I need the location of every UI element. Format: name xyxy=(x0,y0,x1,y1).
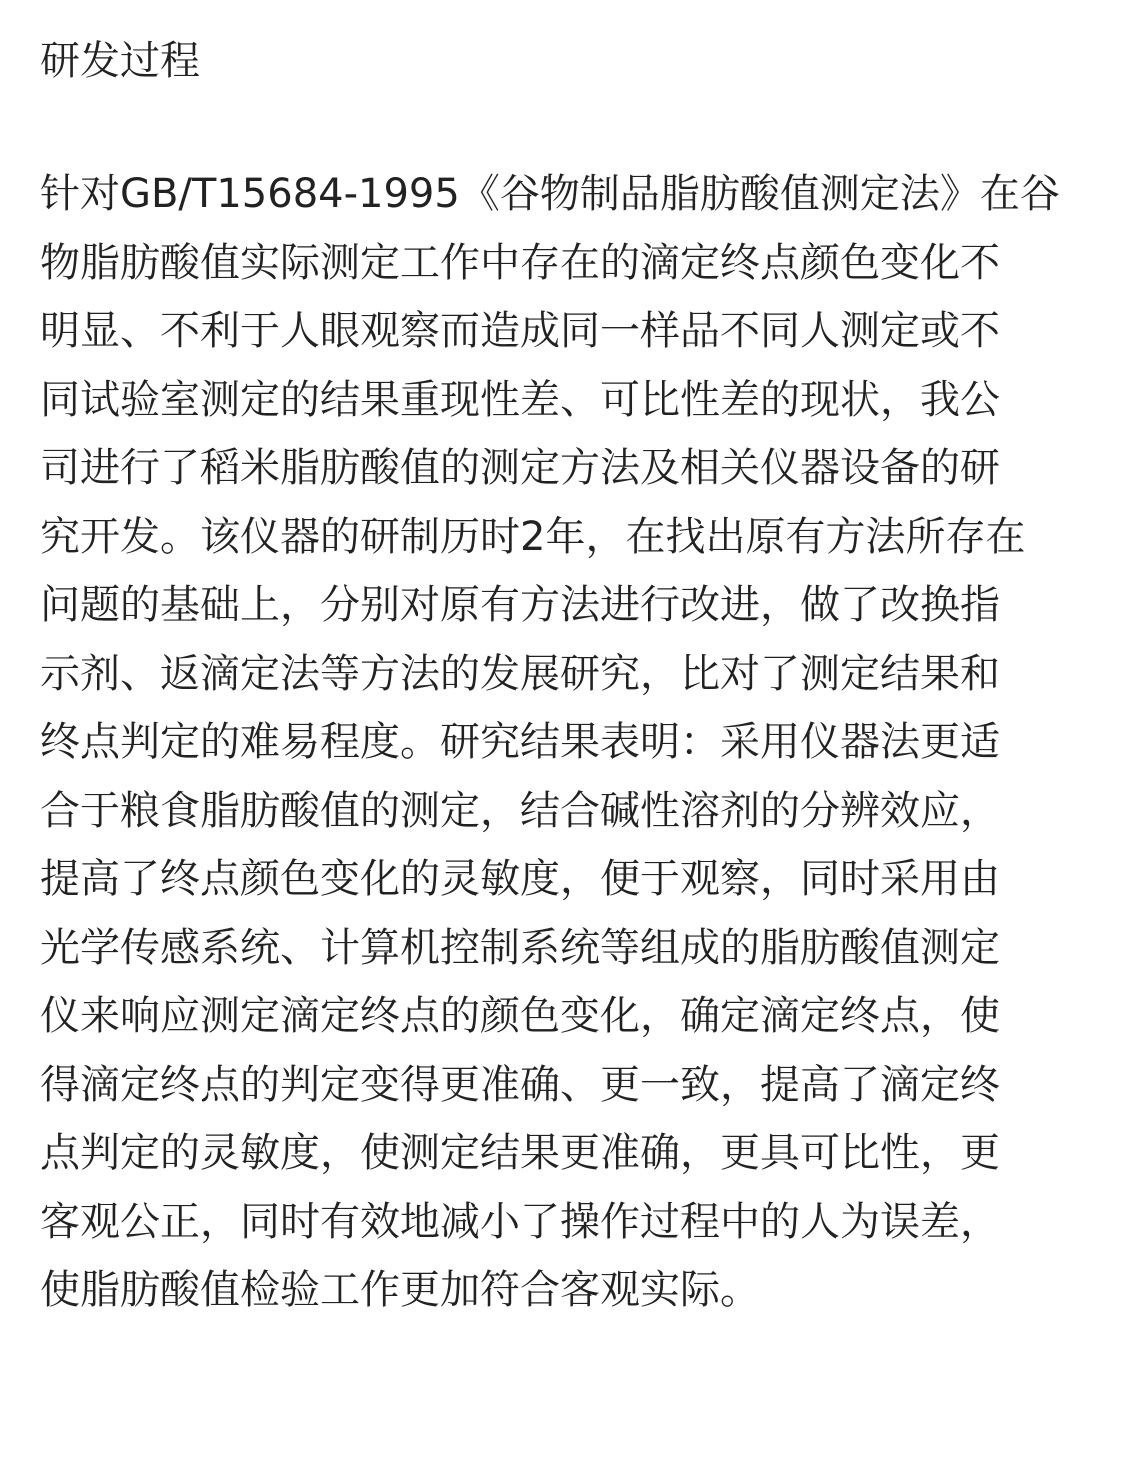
paragraph-line: 点判定的灵敏度，使测定结果更准确，更具可比性，更 xyxy=(40,1130,1000,1176)
paragraph-line: 司进行了稻米脂肪酸值的测定方法及相关仪器设备的研 xyxy=(40,445,1000,491)
paragraph-line: 问题的基础上，分别对原有方法进行改进，做了改换指 xyxy=(40,582,1000,628)
paragraph-line: 客观公正，同时有效地减小了操作过程中的人为误差， xyxy=(40,1198,1000,1245)
paragraph-line: 提高了终点颜色变化的灵敏度，便于观察，同时采用由 xyxy=(40,856,1000,902)
paragraph-line: 明显、不利于人眼观察而造成同一样品不同人测定或不 xyxy=(40,308,1000,354)
paragraph-line: 示剂、返滴定法等方法的发展研究，比对了测定结果和 xyxy=(40,650,1000,697)
paragraph-line: 合于粮食脂肪酸值的测定，结合碱性溶剂的分辨效应， xyxy=(40,787,1000,834)
paragraph-line: 物脂肪酸值实际测定工作中存在的滴定终点颜色变化不 xyxy=(40,239,1000,286)
paragraph-line: 使脂肪酸值检验工作更加符合客观实际。 xyxy=(40,1267,760,1313)
article-paragraph xyxy=(40,160,1085,1325)
paragraph-line: 针对GB/T15684-1995《谷物制品脂肪酸值测定法》在谷 xyxy=(40,171,1060,217)
paragraph-line: 究开发。该仪器的研制历时2年，在找出原有方法所存在 xyxy=(40,513,1026,560)
paragraph-line: 得滴定终点的判定变得更准确、更一致，提高了滴定终 xyxy=(40,1061,1000,1108)
paragraph-line: 同试验室测定的结果重现性差、可比性差的现状，我公 xyxy=(40,376,1000,423)
section-title: 研发过程 xyxy=(40,38,200,84)
paragraph-line: 仪来响应测定滴定终点的颜色变化，确定滴定终点，使 xyxy=(40,993,1000,1039)
paragraph-line: 终点判定的难易程度。研究结果表明：采用仪器法更适 xyxy=(40,719,1000,765)
paragraph-line: 光学传感系统、计算机控制系统等组成的脂肪酸值测定 xyxy=(40,924,1000,971)
